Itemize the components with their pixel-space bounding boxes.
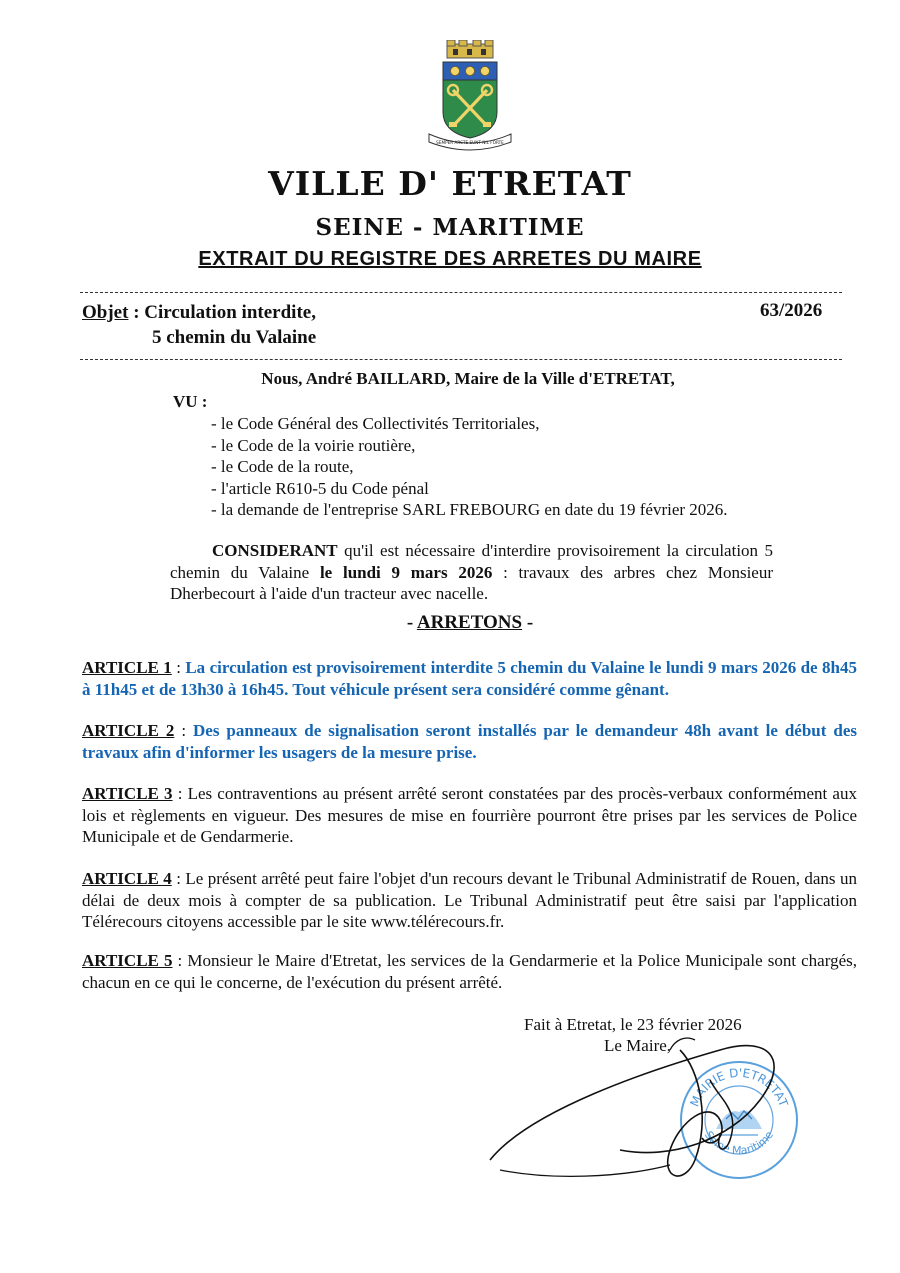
article-text: Monsieur le Maire d'Etretat, les services de la Gendarmerie et la Police Municipale sont chargés, chacun en ce qui le concerne, de l'exécution du présent arrêté. xyxy=(82,951,857,992)
vu-item: - la demande de l'entreprise SARL FREBOURG en date du 19 février 2026. xyxy=(211,500,728,519)
register-title: EXTRAIT DU REGISTRE DES ARRETES DU MAIRE xyxy=(198,248,702,270)
article-3: ARTICLE 3 : Les contraventions au présent arrêté seront constatées par des procès-verbaux conformément aux lois et règlements en vigueur. Des mesures de mise en fourrière pourront être prises par les services de Police Municipale et de Gendarmerie. xyxy=(82,784,857,846)
article-label: ARTICLE 5 xyxy=(82,951,173,970)
article-label: ARTICLE 2 xyxy=(82,721,175,740)
arretons-heading: - ARRETONS - xyxy=(406,612,534,633)
mayor-intro: Nous, André BAILLARD, Maire de la Ville d'ETRETAT, xyxy=(261,369,675,388)
signatory-title: Le Maire, xyxy=(604,1036,672,1055)
article-text: Les contraventions au présent arrêté seront constatées par des procès-verbaux conformément aux lois et règlements en vigueur. Des mesures de mise en fourrière pourront être prises par les services de Police Municipale et de Gendarmerie. xyxy=(82,784,857,846)
vu-item: - le Code Général des Collectivités Territoriales, xyxy=(211,414,540,433)
article-text: Des panneaux de signalisation seront installés par le demandeur 48h avant le début des travaux afin d'informer les usagers de la mesure prise. xyxy=(82,721,857,762)
article-label: ARTICLE 1 xyxy=(82,658,172,677)
considerant-date: le lundi 9 mars 2026 xyxy=(319,562,493,582)
objet-separator: : xyxy=(128,302,145,323)
article-1: ARTICLE 1 : La circulation est provisoirement interdite 5 chemin du Valaine le lundi 9 mars 2026 de 8h45 à 11h45 et de 13h30 à 16h45. Tout véhicule présent sera considéré comme gênant. xyxy=(82,658,857,699)
vu-list xyxy=(211,413,728,521)
article-label: ARTICLE 3 xyxy=(82,784,173,803)
vu-heading: VU : xyxy=(173,392,208,411)
svg-text:SEMPER ARCTE SUNT NIL FORTE: SEMPER ARCTE SUNT NIL FORTE xyxy=(436,140,504,145)
arretons-word: ARRETONS xyxy=(416,612,523,633)
vu-item: - le Code de la route, xyxy=(211,457,354,476)
vu-item: - l'article R610-5 du Code pénal xyxy=(211,478,429,498)
divider-bottom xyxy=(80,359,842,360)
article-text: Le présent arrêté peut faire l'objet d'un recours devant le Tribunal Administratif de Rouen, dans un délai de deux mois à compter de sa publication. Le Tribunal Administratif peut être saisi par l'application Télérecours citoyens accessible par le site www.télérecours.fr. xyxy=(82,869,857,931)
objet-label: Objet xyxy=(82,302,129,323)
article-5: ARTICLE 5 : Monsieur le Maire d'Etretat, les services de la Gendarmerie et la Police Municipale sont chargés, chacun en ce qui le concerne, de l'exécution du présent arrêté. xyxy=(82,951,857,992)
handwritten-signature-icon xyxy=(470,1010,800,1190)
city-title: VILLE D' ETRETAT xyxy=(268,164,632,203)
place-date: Fait à Etretat, le 23 février 2026 xyxy=(524,1015,742,1034)
considerant-paragraph xyxy=(170,540,773,605)
divider-top xyxy=(80,292,842,293)
svg-text:MAIRIE D'ETRETAT: MAIRIE D'ETRETAT xyxy=(687,1065,791,1109)
svg-text:Seine Maritime: Seine Maritime xyxy=(701,1128,777,1158)
considerant-keyword: CONSIDERANT xyxy=(212,541,338,560)
objet-line1: Circulation interdite, xyxy=(144,302,316,323)
article-text: La circulation est provisoirement interdite 5 chemin du Valaine le lundi 9 mars 2026 de 8h45 à 11h45 et de 13h30 à 16h45. Tout véhicule présent sera considéré comme gênant. xyxy=(82,658,857,699)
article-label: ARTICLE 4 xyxy=(82,869,172,888)
article-4: ARTICLE 4 : Le présent arrêté peut faire l'objet d'un recours devant le Tribunal Administratif de Rouen, dans un délai de deux mois à compter de sa publication. Le Tribunal Administratif peut être saisi par l'application Télérecours citoyens accessible par le site www.télérecours.fr. xyxy=(82,869,857,931)
considerant-text-b: : travaux des arbres chez Monsieur Dherbecourt à l'aide d'un tracteur avec nacelle. xyxy=(170,562,774,603)
decree-number: 63/2026 xyxy=(760,300,823,321)
vu-item: - le Code de la voirie routière, xyxy=(211,435,416,455)
article-2: ARTICLE 2 : Des panneaux de signalisation seront installés par le demandeur 48h avant le début des travaux afin d'informer les usagers de la mesure prise. xyxy=(82,721,857,762)
coat-of-arms-icon xyxy=(425,40,515,152)
objet-block xyxy=(82,300,316,350)
objet-line2: 5 chemin du Valaine xyxy=(152,327,317,348)
considerant-text-a: qu'il est nécessaire d'interdire provisoirement la circulation 5 chemin du Valaine xyxy=(170,541,773,582)
department-title: SEINE - MARITIME xyxy=(315,214,585,241)
